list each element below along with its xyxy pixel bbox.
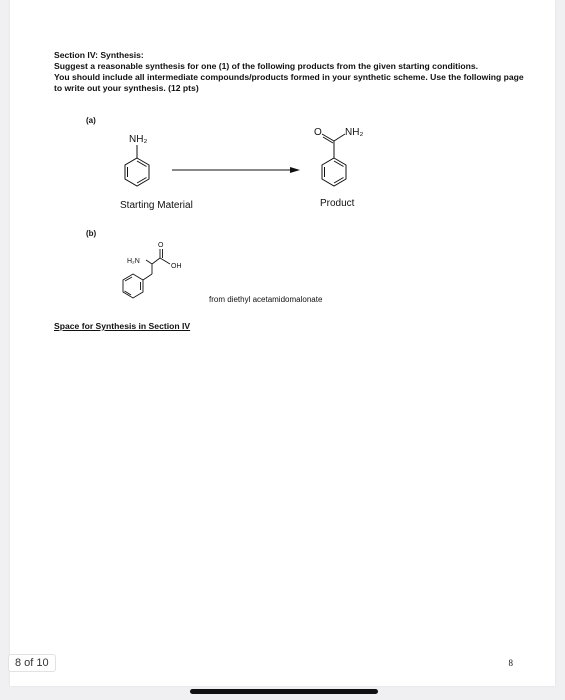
instruction-line-1: Suggest a reasonable synthesis for one (1) of the following products from the given starting conditions. bbox=[54, 61, 479, 71]
phenylalanine-structure bbox=[110, 238, 200, 308]
phenylalanine-hydroxyl-label: OH bbox=[171, 263, 182, 270]
aniline-ring bbox=[125, 158, 149, 186]
phenylalanine-ring bbox=[123, 274, 143, 298]
aniline-ring-double-2 bbox=[137, 178, 147, 184]
phenylalanine-c-oh-bond bbox=[160, 258, 170, 264]
benzamide-ring-double-2 bbox=[334, 178, 344, 184]
page-indicator: 8 of 10 bbox=[8, 654, 56, 672]
aniline-structure bbox=[110, 128, 170, 198]
aniline-ring-double-1 bbox=[137, 161, 147, 167]
phenylalanine-amine-label: H₂N bbox=[127, 258, 140, 265]
part-b-label: (b) bbox=[86, 229, 97, 238]
benzamide-ring bbox=[322, 158, 346, 186]
phenylalanine-carbonyl-o-label: O bbox=[158, 242, 164, 249]
phenylalanine-cb-ring-bond bbox=[143, 274, 152, 280]
benzamide-o-label: O bbox=[314, 127, 322, 138]
section-header bbox=[54, 50, 524, 94]
reaction-arrow bbox=[172, 165, 302, 175]
benzamide-nh2-label: NH₂ bbox=[345, 127, 364, 138]
starting-material-label: Starting Material bbox=[120, 200, 193, 211]
phenylalanine-n-ca-bond bbox=[146, 260, 152, 264]
aniline-nh2-label: NH₂ bbox=[129, 134, 148, 145]
home-indicator-bar[interactable] bbox=[190, 689, 378, 694]
instruction-line-2: You should include all intermediate compounds/products formed in your synthetic scheme. Use the following page to write out your synthesis. (12 pts) bbox=[54, 72, 524, 93]
benzamide-cn-bond bbox=[334, 134, 345, 141]
benzamide-ring-double-1 bbox=[334, 161, 344, 167]
section-title: Section IV: Synthesis: bbox=[54, 50, 144, 60]
starting-reagent-note: from diethyl acetamidomalonate bbox=[209, 295, 323, 304]
synthesis-space-title: Space for Synthesis in Section IV bbox=[54, 321, 191, 331]
phenylalanine-ca-c-bond bbox=[152, 258, 160, 264]
part-a-label: (a) bbox=[86, 116, 96, 125]
phenylalanine-ring-double-3 bbox=[125, 277, 132, 281]
arrow-head bbox=[290, 167, 300, 173]
product-label: Product bbox=[320, 198, 355, 209]
document-page bbox=[10, 0, 555, 686]
page-number: 8 bbox=[508, 658, 513, 668]
benzamide-structure bbox=[310, 122, 380, 192]
